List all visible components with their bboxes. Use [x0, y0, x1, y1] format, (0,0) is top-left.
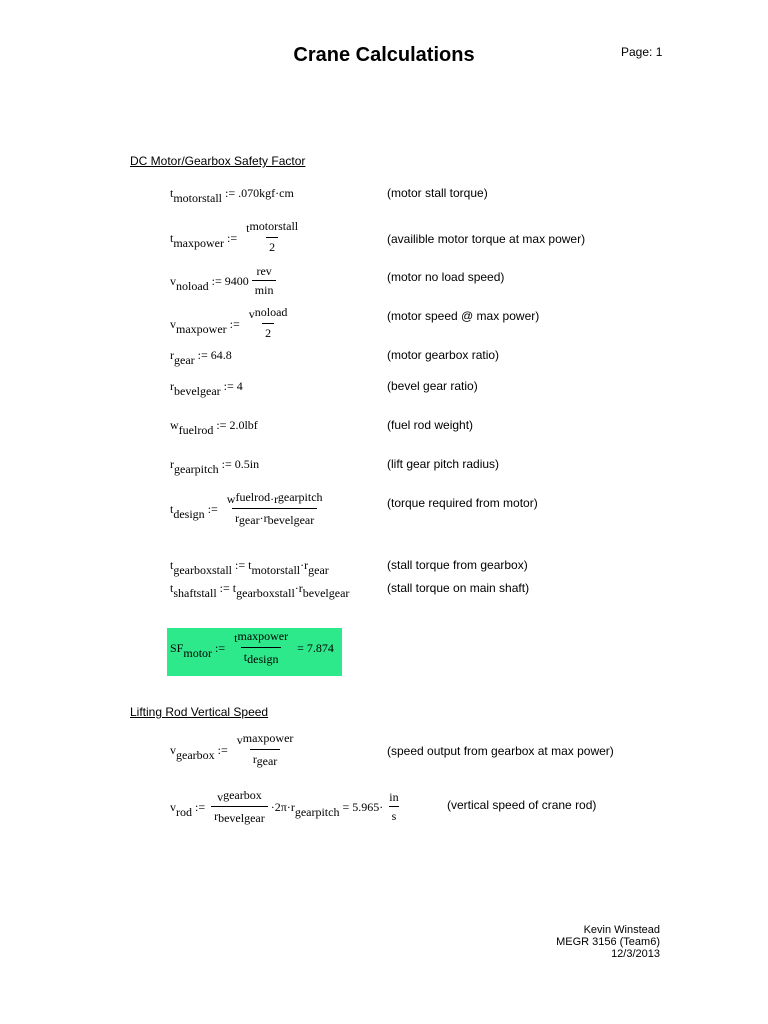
note-motorstall: (motor stall torque): [387, 186, 488, 200]
fraction: [234, 733, 297, 767]
numerator-var: v: [248, 307, 255, 321]
var-subscript: fuelrod: [178, 423, 214, 437]
equation-tdesign: [170, 492, 329, 526]
result-value: 5.965·: [352, 799, 384, 814]
var-subscript: bevelgear: [174, 384, 221, 398]
assign-operator: :=: [219, 581, 230, 595]
numerator-var: t: [234, 631, 238, 645]
footer-date: 12/3/2013: [611, 948, 660, 960]
equation-safety-factor: [170, 631, 334, 665]
equation-maxpower: [170, 221, 304, 255]
var-subscript: maxpower: [173, 235, 224, 250]
equals-sign: =: [342, 799, 350, 814]
denominator-subscript: bevelgear: [218, 811, 265, 825]
assign-operator: :=: [211, 273, 222, 288]
fraction: $\frac{\text{wfuelrod·rgearpitch}}{\text{rgear·rbevelgear}}$: [226, 490, 323, 527]
assign-operator: :=: [217, 742, 228, 757]
assign-operator: :=: [229, 316, 240, 331]
factor-var: r: [290, 799, 295, 814]
fraction: [252, 264, 277, 298]
var-symbol: t: [170, 186, 174, 200]
expression: 64.8: [210, 348, 232, 362]
var-symbol: v: [170, 742, 176, 757]
fraction: [231, 631, 291, 665]
factor-subscript: gearboxstall: [236, 586, 295, 600]
denominator-subscript: design: [247, 652, 279, 666]
equation-wfuelrod: [170, 418, 258, 437]
numerator-subscript: maxpower: [237, 629, 289, 643]
denominator-subscript: gear: [256, 754, 278, 768]
note-vmaxpower: (motor speed @ max power): [387, 309, 540, 323]
var-symbol: t: [170, 230, 174, 245]
footer: [500, 924, 660, 960]
var-subscript: shaftstall: [173, 586, 217, 600]
equation-vgearbox: [170, 733, 299, 767]
unit-denominator: s: [389, 806, 400, 824]
var-subscript: motor: [183, 645, 213, 660]
var-symbol: SF: [170, 640, 184, 655]
note-rgear: (motor gearbox ratio): [387, 348, 500, 362]
numerator-subscript: gearpitch: [277, 490, 323, 504]
numerator-subscript: gearbox: [223, 788, 262, 802]
equation-tshaftstall: t shaftstall := t gearboxstall · r bevelgear: [170, 581, 350, 600]
note-maxpower: (availible motor torque at max power): [387, 232, 586, 246]
equation-vmaxpower: [170, 307, 293, 341]
factor-var: t: [248, 558, 252, 572]
assign-operator: :=: [207, 501, 218, 516]
var-symbol: t: [170, 501, 174, 516]
var-symbol: w: [170, 418, 179, 432]
factor-var: r: [304, 558, 309, 572]
var-symbol: t: [170, 581, 174, 595]
denominator-subscript: gear: [238, 513, 260, 527]
note-vgearbox: (speed output from gearbox at max power): [387, 744, 614, 758]
numerator-subscript: motorstall: [249, 219, 299, 233]
var-symbol: v: [170, 316, 176, 331]
factor-var: r: [298, 581, 303, 595]
numerator-var: v: [217, 790, 224, 804]
page-number: Page: 1: [621, 45, 663, 59]
assign-operator: :=: [221, 457, 232, 471]
var-subscript: gearboxstall: [173, 563, 232, 577]
var-symbol: r: [170, 348, 174, 362]
section-heading-safety-factor: DC Motor/Gearbox Safety Factor: [130, 154, 306, 168]
var-subscript: motorstall: [173, 191, 223, 205]
numerator-var: w: [226, 492, 236, 506]
var-subscript: noload: [176, 278, 209, 293]
var-symbol: t: [170, 558, 174, 572]
assign-operator: :=: [225, 186, 236, 200]
equation-rgearpitch: [170, 457, 260, 476]
note-tgearboxstall: (stall torque from gearbox): [387, 558, 528, 572]
section-heading-vertical-speed: Lifting Rod Vertical Speed: [130, 705, 269, 719]
denominator-var: r: [252, 752, 257, 766]
expression: .070kgf·cm: [238, 186, 294, 200]
assign-operator: :=: [223, 379, 234, 393]
footer-course: MEGR 3156 (Team6): [556, 936, 660, 948]
denominator: min: [252, 280, 277, 298]
numerator: rev: [256, 264, 272, 278]
assign-operator: :=: [216, 418, 227, 432]
numerator-var: v: [236, 733, 243, 747]
assign-operator: :=: [227, 230, 238, 245]
note-rbevelgear: (bevel gear ratio): [387, 379, 478, 393]
assign-operator: :=: [235, 558, 246, 572]
var-subscript: gear: [174, 353, 195, 367]
equation-tgearboxstall: t gearboxstall := t motorstall · r gear: [170, 558, 329, 577]
var-symbol: r: [170, 379, 174, 393]
fraction: [211, 790, 268, 824]
note-tshaftstall: (stall torque on main shaft): [387, 581, 530, 595]
fraction: [246, 307, 291, 341]
assign-operator: :=: [215, 640, 226, 655]
assign-operator: :=: [195, 799, 206, 814]
denominator-subscript: bevelgear: [267, 513, 315, 527]
expression: 2.0lbf: [229, 418, 258, 432]
var-symbol: v: [170, 799, 176, 814]
denominator-var: r: [235, 511, 239, 525]
assign-operator: :=: [197, 348, 208, 362]
equation-rgear: [170, 348, 232, 367]
note-tdesign: (torque required from motor): [387, 496, 538, 510]
equation-rbevelgear: [170, 379, 243, 398]
numerator-var: t: [246, 221, 250, 235]
factor-subscript: gearpitch: [294, 804, 340, 819]
denominator-var: r: [214, 809, 219, 823]
note-noload: (motor no load speed): [387, 270, 505, 284]
factor-subscript: motorstall: [251, 563, 301, 577]
footer-author: Kevin Winstead: [583, 924, 660, 936]
coefficient: 9400: [224, 273, 249, 288]
expression: 4: [236, 379, 243, 393]
numerator-var: r: [274, 492, 278, 506]
numerator-subscript: noload: [254, 305, 288, 319]
unit-fraction: [386, 790, 401, 824]
numerator-subscript: maxpower: [242, 731, 294, 745]
var-subscript: maxpower: [176, 321, 227, 336]
var-subscript: gearbox: [176, 747, 215, 762]
var-subscript: gearpitch: [174, 462, 219, 476]
note-rgearpitch: (lift gear pitch radius): [387, 457, 500, 471]
denominator: 2: [266, 237, 278, 255]
factor-subscript: gear: [308, 563, 329, 577]
var-subscript: rod: [176, 804, 192, 819]
fraction: [243, 221, 301, 255]
equation-vrod: [170, 790, 405, 824]
note-wfuelrod: (fuel rod weight): [387, 418, 474, 432]
var-symbol: v: [170, 273, 176, 288]
denominator: 2: [262, 323, 274, 341]
denominator-var: t: [243, 650, 248, 664]
page-title: Crane Calculations: [293, 44, 475, 66]
note-vrod: (vertical speed of crane rod): [447, 798, 597, 812]
equation-noload: [170, 264, 279, 298]
equation-motorstall: [170, 186, 294, 205]
multiplier: ·2π·: [270, 799, 291, 814]
var-symbol: r: [170, 457, 174, 471]
var-subscript: design: [173, 506, 205, 521]
factor-var: t: [232, 581, 237, 595]
factor-subscript: bevelgear: [302, 586, 350, 600]
safety-factor-result: 7.874: [306, 640, 334, 655]
unit-numerator: in: [389, 790, 399, 804]
numerator-subscript: fuelrod: [235, 490, 271, 504]
denominator-var: r: [263, 511, 268, 525]
expression: 0.5in: [234, 457, 260, 471]
equals-sign: =: [297, 640, 304, 655]
